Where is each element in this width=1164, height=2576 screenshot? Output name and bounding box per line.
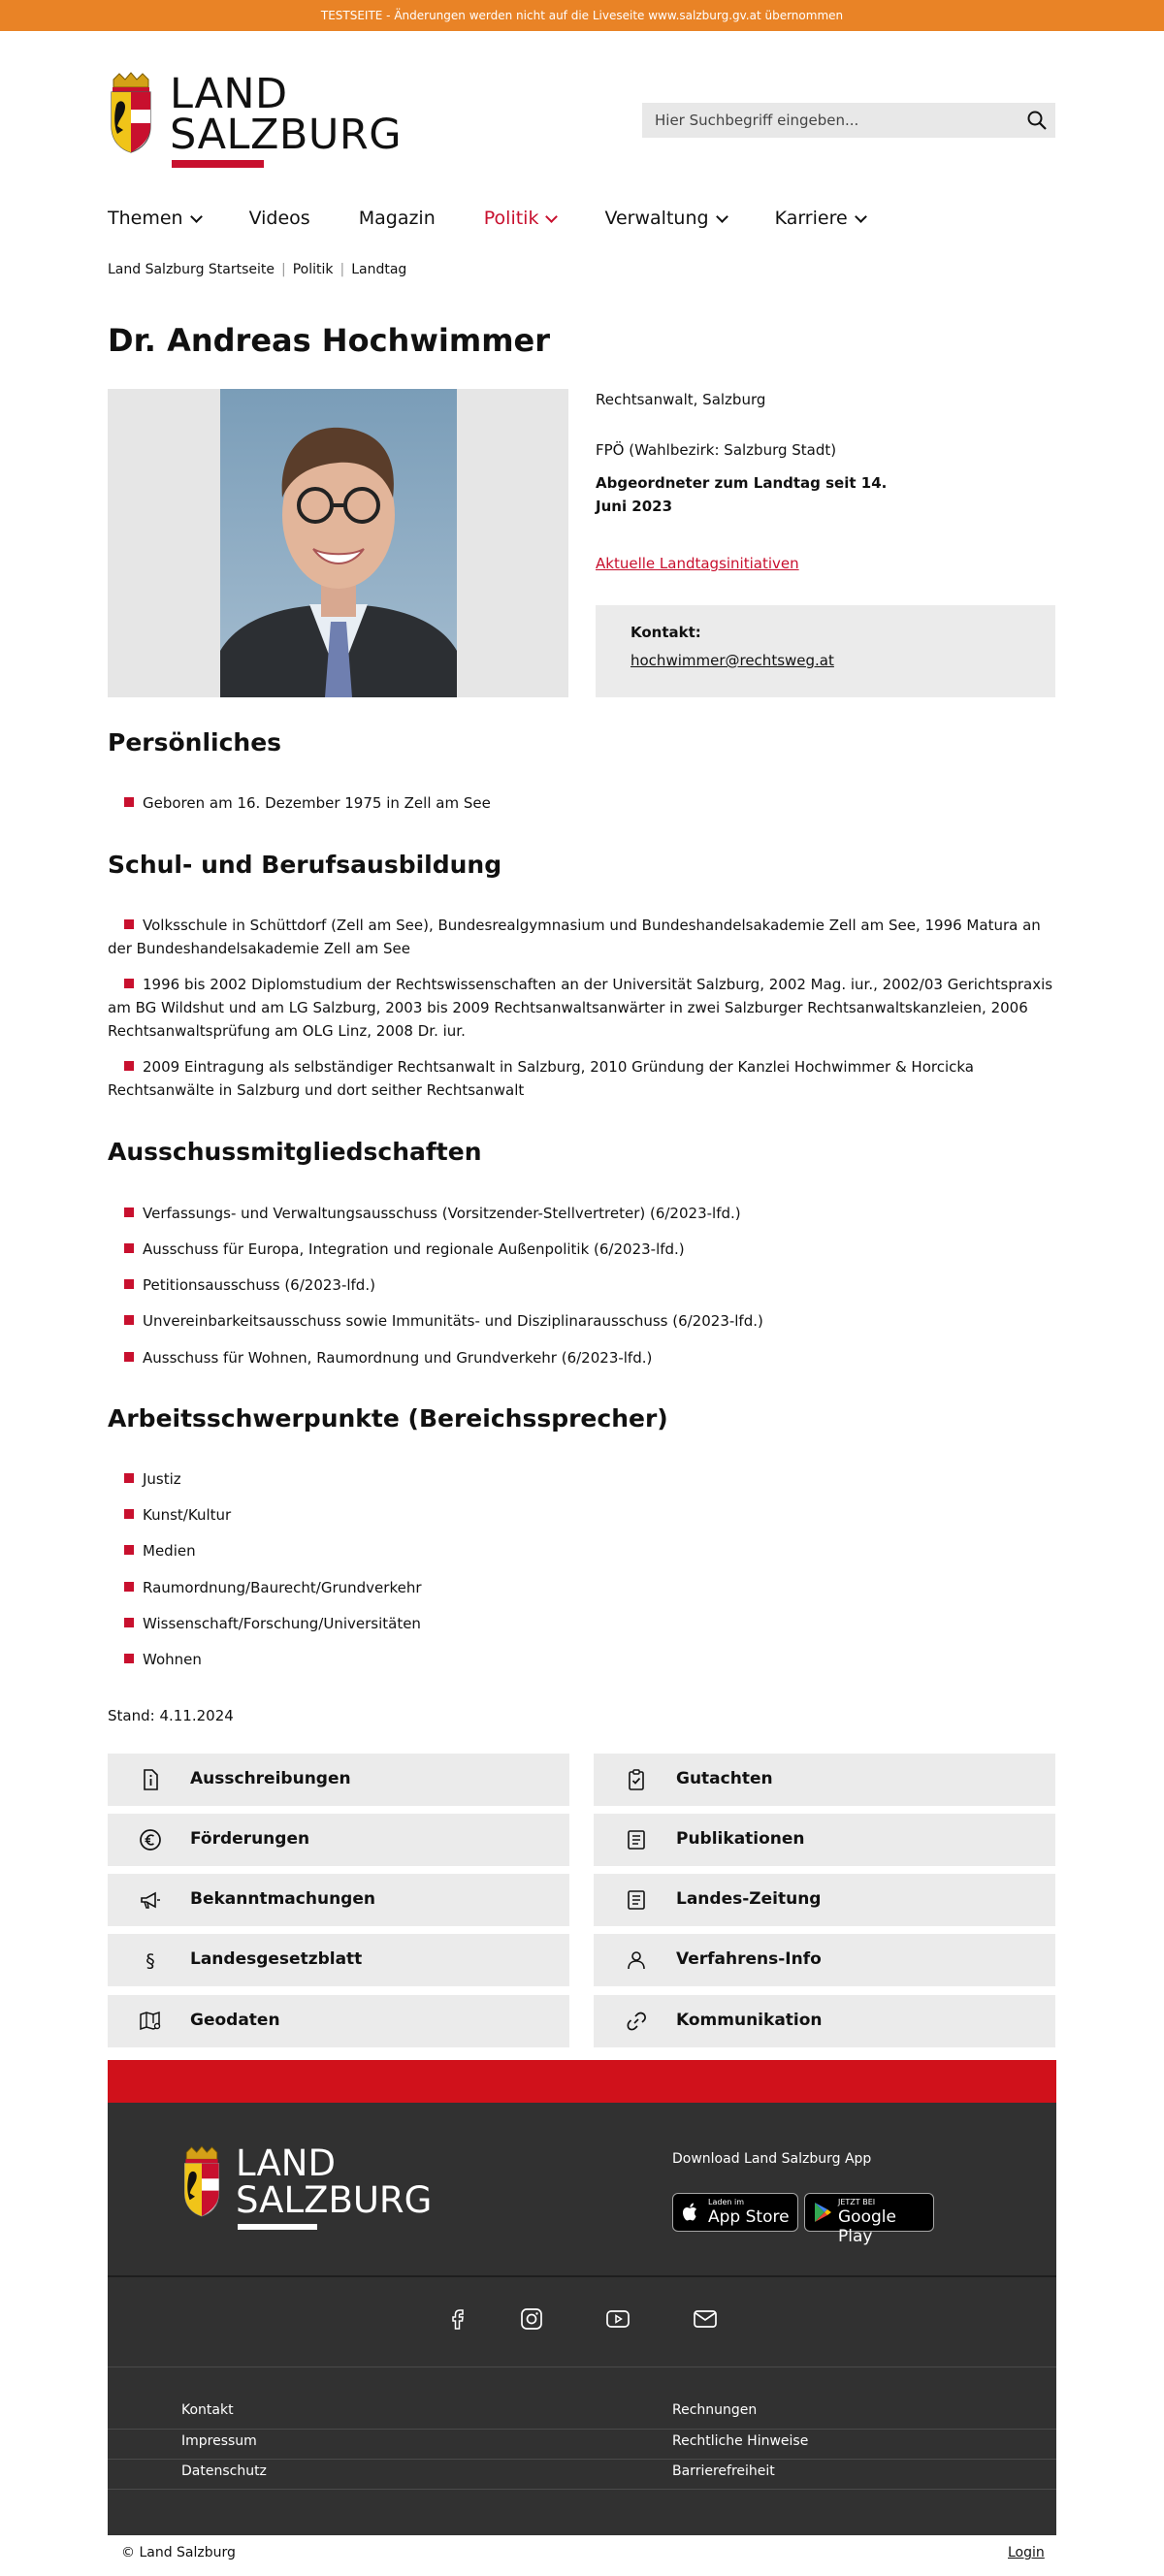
nav-label: Magazin (358, 208, 436, 229)
breadcrumb-separator: | (281, 262, 286, 277)
tile-geodaten[interactable] (108, 1995, 569, 2047)
section-title-focus: Arbeitsschwerpunkte (Bereichssprecher) (108, 1404, 668, 1433)
bullet-square (124, 1243, 134, 1253)
tile-label: Publikationen (676, 1829, 805, 1849)
bullet-square (124, 1315, 134, 1325)
svg-text:§: § (146, 1950, 155, 1972)
initiatives-link[interactable]: Aktuelle Landtagsinitiativen (596, 555, 799, 572)
megaphone-icon (139, 1888, 162, 1912)
mail-icon[interactable] (693, 2306, 718, 2332)
tile-label: Gutachten (676, 1769, 773, 1788)
footer-link-barrierefreiheit[interactable]: Barrierefreiheit (672, 2463, 775, 2479)
breadcrumb (108, 262, 406, 277)
footer-logo[interactable] (181, 2142, 433, 2233)
tile-label: Verfahrens-Info (676, 1949, 822, 1969)
list-item (108, 1467, 1056, 1491)
google-play-icon (813, 2202, 832, 2223)
list-item-text: Wissenschaft/Forschung/Universitäten (143, 1615, 421, 1632)
tile-gutachten[interactable] (594, 1754, 1055, 1806)
breadcrumb-separator: | (340, 262, 345, 277)
bullet-square (124, 1618, 134, 1627)
document-lines-icon (625, 1828, 648, 1852)
list-item-text: Verfassungs- und Verwaltungsausschuss (Vorsitzender-Stellvertreter) (6/2023-lfd.) (143, 1205, 741, 1222)
nav-label: Themen (108, 208, 183, 229)
contact-box (596, 605, 1055, 697)
login-link[interactable]: Login (1008, 2545, 1045, 2560)
search-placeholder: Hier Suchbegriff eingeben... (655, 112, 859, 129)
tile-label: Ausschreibungen (190, 1769, 351, 1788)
footer-divider (108, 2429, 1056, 2430)
bullet-square (124, 1582, 134, 1592)
map-icon (139, 2010, 162, 2033)
tile-foerderungen[interactable] (108, 1814, 569, 1866)
member-since-line-1: Abgeordneter zum Landtag seit 14. (596, 474, 888, 492)
tile-landesgesetzblatt[interactable] (108, 1934, 569, 1986)
footer-divider (108, 2459, 1056, 2460)
footer-divider (108, 2489, 1056, 2490)
person-icon (625, 1948, 648, 1972)
tile-publikationen[interactable] (594, 1814, 1055, 1866)
tile-label: Kommunikation (676, 2011, 823, 2030)
list-item-text: Medien (143, 1542, 196, 1560)
clipboard-check-icon (625, 1768, 648, 1791)
newspaper-icon (625, 1888, 648, 1912)
list-item (108, 791, 1056, 815)
search-icon[interactable] (1026, 110, 1048, 131)
chevron-down-icon (716, 210, 728, 223)
list-item-text: Ausschuss für Europa, Integration und regionale Außenpolitik (6/2023-lfd.) (143, 1240, 685, 1258)
email-link[interactable]: hochwimmer@rechtsweg.at (630, 652, 834, 669)
list-item (108, 1612, 1056, 1635)
logo-line-2: SALZBURG (236, 2179, 433, 2221)
list-item-text: 2009 Eintragung als selbständiger Rechtsanwalt in Salzburg, 2010 Gründung der Kanzlei Hochwimmer & Horcicka Rechtsanwälte in Salzburg und dort seither Rechtsanwalt (108, 1058, 974, 1099)
footer-link-kontakt[interactable]: Kontakt (181, 2402, 234, 2418)
logo-red-bar (172, 160, 264, 168)
logo-line-1: LAND (170, 70, 288, 118)
nav-magazin[interactable] (359, 208, 436, 229)
bullet-square (124, 919, 134, 929)
list-item-text: Unvereinbarkeitsausschuss sowie Immunitäts- und Disziplinarausschuss (6/2023-lfd.) (143, 1312, 763, 1330)
coat-of-arms-icon (108, 72, 154, 153)
bullet-square (124, 1061, 134, 1071)
list-item (108, 1238, 1056, 1261)
footer-red-band (108, 2060, 1056, 2103)
list-item (108, 1648, 1056, 1671)
bullet-square (124, 1208, 134, 1217)
list-item-text: Wohnen (143, 1651, 202, 1668)
section-title-committees: Ausschussmitgliedschaften (108, 1138, 482, 1166)
google-play-small: JETZT BEI (838, 2198, 876, 2206)
bullet-square (124, 797, 134, 807)
bullet-square (124, 1509, 134, 1519)
list-item-text: Kunst/Kultur (143, 1506, 232, 1524)
portrait-photo (220, 389, 457, 697)
portrait-illustration (220, 389, 457, 697)
tile-ausschreibungen[interactable] (108, 1754, 569, 1806)
portrait-container (108, 389, 568, 697)
tile-kommunikation[interactable] (594, 1995, 1055, 2047)
tile-label: Bekanntmachungen (190, 1889, 375, 1909)
tile-verfahrens-info[interactable] (594, 1934, 1055, 1986)
nav-label: Karriere (774, 208, 848, 229)
list-item-text: Petitionsausschuss (6/2023-lfd.) (143, 1276, 375, 1294)
list-item (108, 1202, 1056, 1225)
paragraph-icon (139, 1948, 162, 1972)
list-item (108, 1503, 1056, 1527)
list-item (108, 1346, 1056, 1369)
breadcrumb-home[interactable]: Land Salzburg Startseite (108, 262, 275, 277)
app-store-small: Laden im (708, 2198, 744, 2206)
member-since-line-2: Juni 2023 (596, 498, 673, 515)
bullet-square (124, 1654, 134, 1663)
main-nav (108, 208, 914, 229)
nav-politik[interactable] (484, 208, 557, 229)
footer-link-datenschutz[interactable]: Datenschutz (181, 2463, 267, 2479)
breadcrumb-politik[interactable]: Politik (292, 262, 334, 277)
footer-link-rechtliche-hinweise[interactable]: Rechtliche Hinweise (672, 2433, 809, 2449)
land-salzburg-logo[interactable] (108, 70, 403, 169)
footer-divider (108, 2275, 1056, 2277)
logo-line-2: SALZBURG (170, 111, 403, 159)
instagram-icon[interactable] (519, 2306, 544, 2332)
chevron-down-icon (546, 210, 559, 223)
bullet-square (124, 1279, 134, 1289)
nav-verwaltung[interactable] (604, 208, 726, 229)
tile-landes-zeitung[interactable] (594, 1874, 1055, 1926)
page-title: Dr. Andreas Hochwimmer (108, 322, 551, 359)
list-item (108, 1539, 1056, 1562)
section-title-education: Schul- und Berufsausbildung (108, 851, 502, 879)
google-play-button[interactable] (804, 2193, 934, 2246)
link-icon (625, 2010, 648, 2033)
coat-of-arms-icon (181, 2145, 222, 2217)
list-item-text: Ausschuss für Wohnen, Raumordnung und Grundverkehr (6/2023-lfd.) (143, 1349, 653, 1367)
list-item-text: Raumordnung/Baurecht/Grundverkehr (143, 1579, 422, 1596)
bullet-square (124, 1352, 134, 1362)
document-info-icon (139, 1768, 162, 1791)
footer-link-rechnungen[interactable]: Rechnungen (672, 2402, 758, 2418)
search-input[interactable] (642, 103, 1055, 138)
list-item-text: 1996 bis 2002 Diplomstudium der Rechtswissenschaften an der Universität Salzburg, 2002 Mag. iur., 2002/03 Gerichtspraxis am BG Wildshut und am LG Salzburg, 2003 bis 2009 Rechtsanwaltsanwärter in zwei Salzburger Rechtsanwaltskanzleien, 2006 Rechtsanwaltsprüfung am OLG Linz, 2008 Dr. iur. (108, 976, 1053, 1040)
nav-label: Videos (248, 208, 310, 229)
list-item (108, 1055, 1056, 1102)
tile-bekanntmachungen[interactable] (108, 1874, 569, 1926)
tile-label: Landes-Zeitung (676, 1889, 822, 1909)
section-title-personal: Persönliches (108, 728, 282, 757)
list-item (108, 973, 1056, 1043)
logo-text (170, 70, 403, 159)
youtube-icon[interactable] (605, 2306, 630, 2332)
tile-label: Landesgesetzblatt (190, 1949, 363, 1969)
list-item (108, 1309, 1056, 1333)
list-item-text: Geboren am 16. Dezember 1975 in Zell am See (143, 794, 491, 812)
bullet-square (124, 1473, 134, 1483)
profession: Rechtsanwalt, Salzburg (596, 391, 766, 408)
bullet-square (124, 1545, 134, 1555)
apple-icon (682, 2202, 699, 2223)
chevron-down-icon (190, 210, 203, 223)
chevron-down-icon (855, 210, 867, 223)
app-download-title: Download Land Salzburg App (672, 2151, 872, 2167)
test-banner (0, 0, 1164, 31)
footer-logo-text (236, 2142, 433, 2221)
list-item (108, 1576, 1056, 1599)
facebook-icon[interactable] (445, 2306, 470, 2332)
list-item (108, 1273, 1056, 1297)
list-item-text: Volksschule in Schüttdorf (Zell am See), Bundesrealgymnasium und Bundeshandelsakademie Zell am See, 1996 Matura an der Bundeshandelsakademie Zell am See (108, 917, 1041, 957)
app-store-button[interactable] (672, 2193, 798, 2232)
bullet-square (124, 979, 134, 988)
nav-karriere[interactable] (775, 208, 865, 229)
contact-label: Kontakt: (630, 624, 701, 641)
tile-label: Geodaten (190, 2011, 280, 2030)
list-item-text: Justiz (143, 1470, 181, 1488)
footer (108, 2103, 1056, 2535)
euro-icon (139, 1828, 162, 1852)
footer-logo-bar (238, 2224, 317, 2230)
nav-themen[interactable] (108, 208, 201, 229)
google-play-big: Google Play (838, 2207, 896, 2246)
nav-label: Politik (483, 208, 539, 229)
breadcrumb-landtag[interactable]: Landtag (351, 262, 407, 277)
app-store-big: App Store (708, 2207, 790, 2227)
logo-line-1: LAND (236, 2142, 336, 2184)
nav-videos[interactable] (249, 208, 310, 229)
list-item (108, 914, 1056, 960)
footer-link-impressum[interactable]: Impressum (181, 2433, 257, 2449)
nav-label: Verwaltung (604, 208, 709, 229)
last-updated: Stand: 4.11.2024 (108, 1707, 234, 1724)
test-banner-text: TESTSEITE - Änderungen werden nicht auf die Liveseite www.salzburg.gv.at übernommen (320, 9, 844, 22)
copyright: © Land Salzburg (121, 2545, 236, 2560)
tile-label: Förderungen (190, 1829, 310, 1849)
party: FPÖ (Wahlbezirk: Salzburg Stadt) (596, 441, 837, 459)
